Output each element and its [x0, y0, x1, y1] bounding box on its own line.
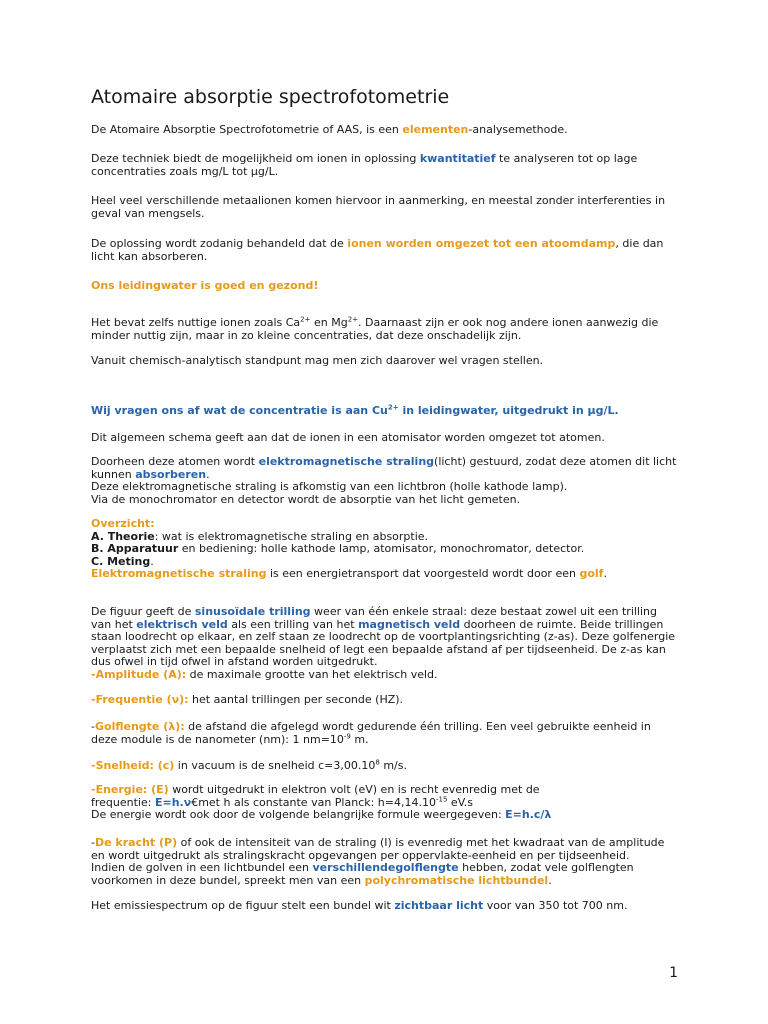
- term-atoomdamp: ionen worden omgezet tot een atoomdamp: [347, 237, 616, 250]
- term-elementen: elementen: [402, 123, 469, 136]
- paragraph-energy: -Energie: (E) wordt uitgedrukt in elektron volt (eV) en is recht evenredig met de frequentie: E=h.ν€met h als constante van Planck: $h=4,14.10^{-15}$ eV.s De energie wordt ook door de volgende belangrijke formule weergegeven: E=h.c/λ: [91, 783, 552, 822]
- heading-question: Wij vragen ons af wat de concentratie is aan $Cu^{2+}$ in leidingwater, uitgedrukt in µg/L.: [91, 403, 619, 417]
- heading-leidingwater: Ons leidingwater is goed en gezond!: [91, 279, 319, 292]
- term-em-straling: elektromagnetische straling: [258, 455, 435, 468]
- paragraph-scheme: Dit algemeen schema geeft aan dat de ionen in een atomisator worden omgezet tot atomen.: [91, 431, 605, 444]
- overview-block: Overzicht: A. Theorie: wat is elektromagnetische straling en absorptie. B. Apparatuur en bediening: holle kathode lamp, atomisator, monochromator, detector. C. Meting. Elektromagnetische straling is een energietransport dat voorgesteld wordt door een golf.: [91, 517, 607, 581]
- paragraph-frequency: -Frequentie (ν): het aantal trillingen per seconde (HZ).: [91, 693, 404, 706]
- intro-paragraph: De Atomaire Absorptie Spectrofotometrie of AAS, is een elementen-analysemethode.: [91, 123, 568, 136]
- page-number: 1: [669, 965, 678, 981]
- paragraph-power: -De kracht (P) of ook de intensiteit van de straling (I) is evenredig met het kwadraat van de amplitude en wordt uitgedrukt als stralingskracht opgevangen per oppervlakte-eenheid en per tijdseenheid. Indien de golven in een lichtbundel een verschillendegolflengte hebben, zodat vele golflengten voorkomen in deze bundel, spreekt men van een polychromatische lichtbundel.: [91, 836, 665, 887]
- paragraph-speed: -Snelheid: (c) in vacuum is de snelheid $c=3,00.10^8$ m/s.: [91, 758, 407, 772]
- paragraph-technique: Deze techniek biedt de mogelijkheid om ionen in oplossing kwantitatief te analyseren tot op lage concentraties zoals mg/L tot µg/L.: [91, 152, 638, 178]
- paragraph-wave: De figuur geeft de sinusoïdale trilling weer van één enkele straal: deze bestaat zowel uit een trilling van het elektrisch veld als een trilling van het magnetisch veld doorheen de ruimte. Beide trillingen staan loodrecht op elkaar, en zelf staan ze loodrecht op de voortplantingsrichting (z-as). Deze golfenergie verplaatst zich met een bepaalde snelheid of legt een bepaalde afstand af per tijdseenheid. De z-as kan dus ofwel in tijd ofwel in afstand worden uitgedrukt. -Amplitude (A): de maximale grootte van het elektrisch veld.: [91, 605, 676, 681]
- paragraph-analytical: Vanuit chemisch-analytisch standpunt mag men zich daarover wel vragen stellen.: [91, 354, 544, 367]
- paragraph-wavelength: -Golflengte (λ): de afstand die afgelegd wordt gedurende één trilling. Een veel gebruikte eenheid in deze module is de nanometer (nm): 1 $nm=10^{-9}$ m.: [91, 720, 651, 746]
- term-kwantitatief: kwantitatief: [419, 152, 496, 165]
- paragraph-radiation: Doorheen deze atomen wordt elektromagnetische straling(licht) gestuurd, zodat deze atomen dit licht kunnen absorberen. Deze elektromagnetische straling is afkomstig van een lichtbron (holle kathode lamp). Via de monochromator en detector wordt de absorptie van het licht gemeten.: [91, 455, 677, 506]
- paragraph-metal-ions: Heel veel verschillende metaalionen komen hiervoor in aanmerking, en meestal zonder interferenties in geval van mengsels.: [91, 194, 666, 220]
- term-absorberen: absorberen: [135, 467, 207, 481]
- overview-heading: Overzicht:: [91, 517, 155, 530]
- paragraph-solution: De oplossing wordt zodanig behandeld dat de ionen worden omgezet tot een atoomdamp, die dan licht kan absorberen.: [91, 237, 664, 263]
- paragraph-ions: Het bevat zelfs nuttige ionen zoals $Ca^{2+}$ en $Mg^{2+}$. Daarnaast zijn er ook nog andere ionen aanwezig die minder nuttig zijn, maar in zo kleine concentraties, dat deze onschadelijk zijn.: [91, 315, 659, 342]
- paragraph-spectrum: Het emissiespectrum op de figuur stelt een bundel wit zichtbaar licht voor van 350 tot 700 nm.: [91, 899, 628, 912]
- page-title: Atomaire absorptie spectrofotometrie: [91, 86, 450, 108]
